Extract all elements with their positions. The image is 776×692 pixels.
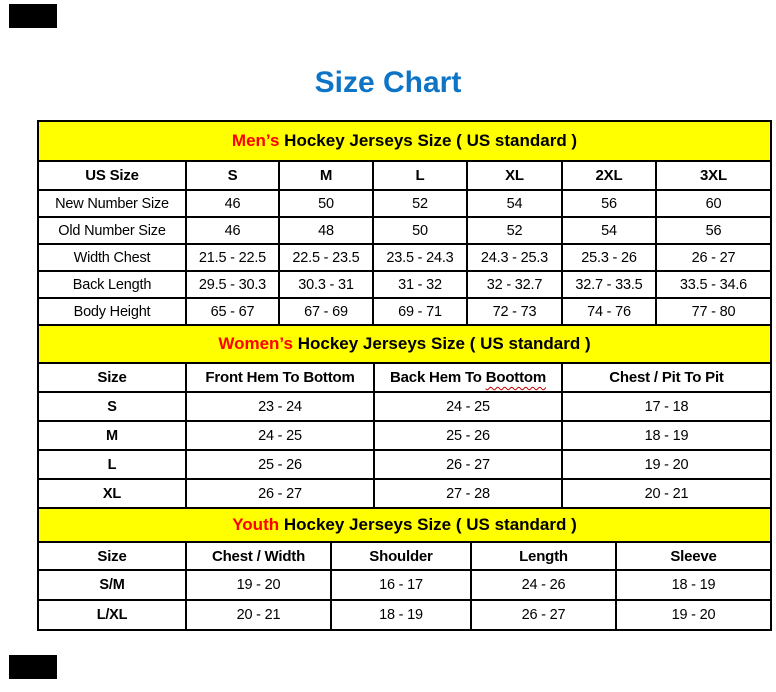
data-cell: 29.5 - 30.3 bbox=[187, 272, 278, 297]
table-row bbox=[39, 299, 770, 324]
data-cell: 22.5 - 23.5 bbox=[280, 245, 372, 270]
data-cell: 24.3 - 25.3 bbox=[468, 245, 561, 270]
row-label: L bbox=[39, 451, 185, 478]
data-cell: 52 bbox=[468, 218, 561, 243]
data-cell: 65 - 67 bbox=[187, 299, 278, 324]
data-cell: 72 - 73 bbox=[468, 299, 561, 324]
data-cell: 50 bbox=[374, 218, 466, 243]
header-cell: Size bbox=[39, 364, 185, 391]
header-cell: 3XL bbox=[657, 162, 770, 189]
bottom-left-black-marker bbox=[9, 655, 57, 679]
header-cell: Chest / Width bbox=[187, 543, 330, 569]
header-cell: XL bbox=[468, 162, 561, 189]
header-cell: 2XL bbox=[563, 162, 655, 189]
section-band-label: Hockey Jerseys Size ( US standard ) bbox=[279, 131, 578, 150]
data-cell: 48 bbox=[280, 218, 372, 243]
table-row bbox=[39, 191, 770, 216]
row-label: New Number Size bbox=[39, 191, 185, 216]
section-band-womens bbox=[39, 326, 770, 362]
data-cell: 24 - 25 bbox=[375, 393, 561, 420]
header-row-youth bbox=[39, 543, 770, 569]
data-cell: 24 - 26 bbox=[472, 571, 615, 599]
data-cell: 17 - 18 bbox=[563, 393, 770, 420]
header-cell: Shoulder bbox=[332, 543, 470, 569]
size-chart-table bbox=[37, 120, 772, 631]
data-cell: 26 - 27 bbox=[187, 480, 373, 507]
table-row bbox=[39, 245, 770, 270]
data-cell: 77 - 80 bbox=[657, 299, 770, 324]
header-row-mens bbox=[39, 162, 770, 189]
table-row bbox=[39, 601, 770, 629]
header-cell: Front Hem To Bottom bbox=[187, 364, 373, 391]
header-cell: Chest / Pit To Pit bbox=[563, 364, 770, 391]
section-band-label: Hockey Jerseys Size ( US standard ) bbox=[292, 334, 591, 353]
data-cell: 31 - 32 bbox=[374, 272, 466, 297]
data-cell: 18 - 19 bbox=[332, 601, 470, 629]
header-cell: L bbox=[374, 162, 466, 189]
row-label: S bbox=[39, 393, 185, 420]
row-label: Back Length bbox=[39, 272, 185, 297]
data-cell: 60 bbox=[657, 191, 770, 216]
row-label: M bbox=[39, 422, 185, 449]
row-label: XL bbox=[39, 480, 185, 507]
row-label: S/M bbox=[39, 571, 185, 599]
data-cell: 19 - 20 bbox=[187, 571, 330, 599]
data-cell: 69 - 71 bbox=[374, 299, 466, 324]
data-cell: 16 - 17 bbox=[332, 571, 470, 599]
data-cell: 52 bbox=[374, 191, 466, 216]
table-row bbox=[39, 422, 770, 449]
section-band-label: Hockey Jerseys Size ( US standard ) bbox=[279, 515, 577, 534]
data-cell: 33.5 - 34.6 bbox=[657, 272, 770, 297]
data-cell: 50 bbox=[280, 191, 372, 216]
data-cell: 27 - 28 bbox=[375, 480, 561, 507]
data-cell: 23.5 - 24.3 bbox=[374, 245, 466, 270]
header-cell: Sleeve bbox=[617, 543, 770, 569]
data-cell: 26 - 27 bbox=[375, 451, 561, 478]
data-cell: 19 - 20 bbox=[563, 451, 770, 478]
row-label: Old Number Size bbox=[39, 218, 185, 243]
data-cell: 46 bbox=[187, 191, 278, 216]
data-cell: 46 bbox=[187, 218, 278, 243]
data-cell: 32 - 32.7 bbox=[468, 272, 561, 297]
data-cell: 21.5 - 22.5 bbox=[187, 245, 278, 270]
header-cell: US Size bbox=[39, 162, 185, 189]
table-row bbox=[39, 218, 770, 243]
data-cell: 54 bbox=[563, 218, 655, 243]
data-cell: 18 - 19 bbox=[563, 422, 770, 449]
table-row bbox=[39, 451, 770, 478]
header-text: Back Hem To bbox=[390, 369, 486, 386]
data-cell: 24 - 25 bbox=[187, 422, 373, 449]
section-band-highlight: Men’s bbox=[231, 131, 280, 150]
misspelled-word: Boottom bbox=[485, 369, 546, 386]
data-cell: 25.3 - 26 bbox=[563, 245, 655, 270]
table-row bbox=[39, 393, 770, 420]
header-cell: M bbox=[280, 162, 372, 189]
header-cell bbox=[375, 364, 561, 391]
section-band-mens bbox=[39, 122, 770, 160]
table-row bbox=[39, 480, 770, 507]
data-cell: 67 - 69 bbox=[280, 299, 372, 324]
section-band-youth bbox=[39, 509, 770, 541]
header-row-womens bbox=[39, 364, 770, 391]
page-title: Size Chart bbox=[314, 66, 462, 99]
section-band-highlight: Youth bbox=[232, 515, 280, 534]
data-cell: 25 - 26 bbox=[375, 422, 561, 449]
data-cell: 19 - 20 bbox=[617, 601, 770, 629]
data-cell: 30.3 - 31 bbox=[280, 272, 372, 297]
table-row bbox=[39, 272, 770, 297]
data-cell: 20 - 21 bbox=[563, 480, 770, 507]
row-label: Width Chest bbox=[39, 245, 185, 270]
data-cell: 18 - 19 bbox=[617, 571, 770, 599]
header-cell: S bbox=[187, 162, 278, 189]
header-cell: Size bbox=[39, 543, 185, 569]
data-cell: 74 - 76 bbox=[563, 299, 655, 324]
data-cell: 25 - 26 bbox=[187, 451, 373, 478]
data-cell: 56 bbox=[657, 218, 770, 243]
top-left-black-marker bbox=[9, 4, 57, 28]
section-band-highlight: Women’s bbox=[218, 334, 293, 353]
data-cell: 54 bbox=[468, 191, 561, 216]
data-cell: 26 - 27 bbox=[472, 601, 615, 629]
row-label: L/XL bbox=[39, 601, 185, 629]
row-label: Body Height bbox=[39, 299, 185, 324]
data-cell: 20 - 21 bbox=[187, 601, 330, 629]
data-cell: 56 bbox=[563, 191, 655, 216]
header-cell: Length bbox=[472, 543, 615, 569]
data-cell: 23 - 24 bbox=[187, 393, 373, 420]
data-cell: 26 - 27 bbox=[657, 245, 770, 270]
table-row bbox=[39, 571, 770, 599]
data-cell: 32.7 - 33.5 bbox=[563, 272, 655, 297]
